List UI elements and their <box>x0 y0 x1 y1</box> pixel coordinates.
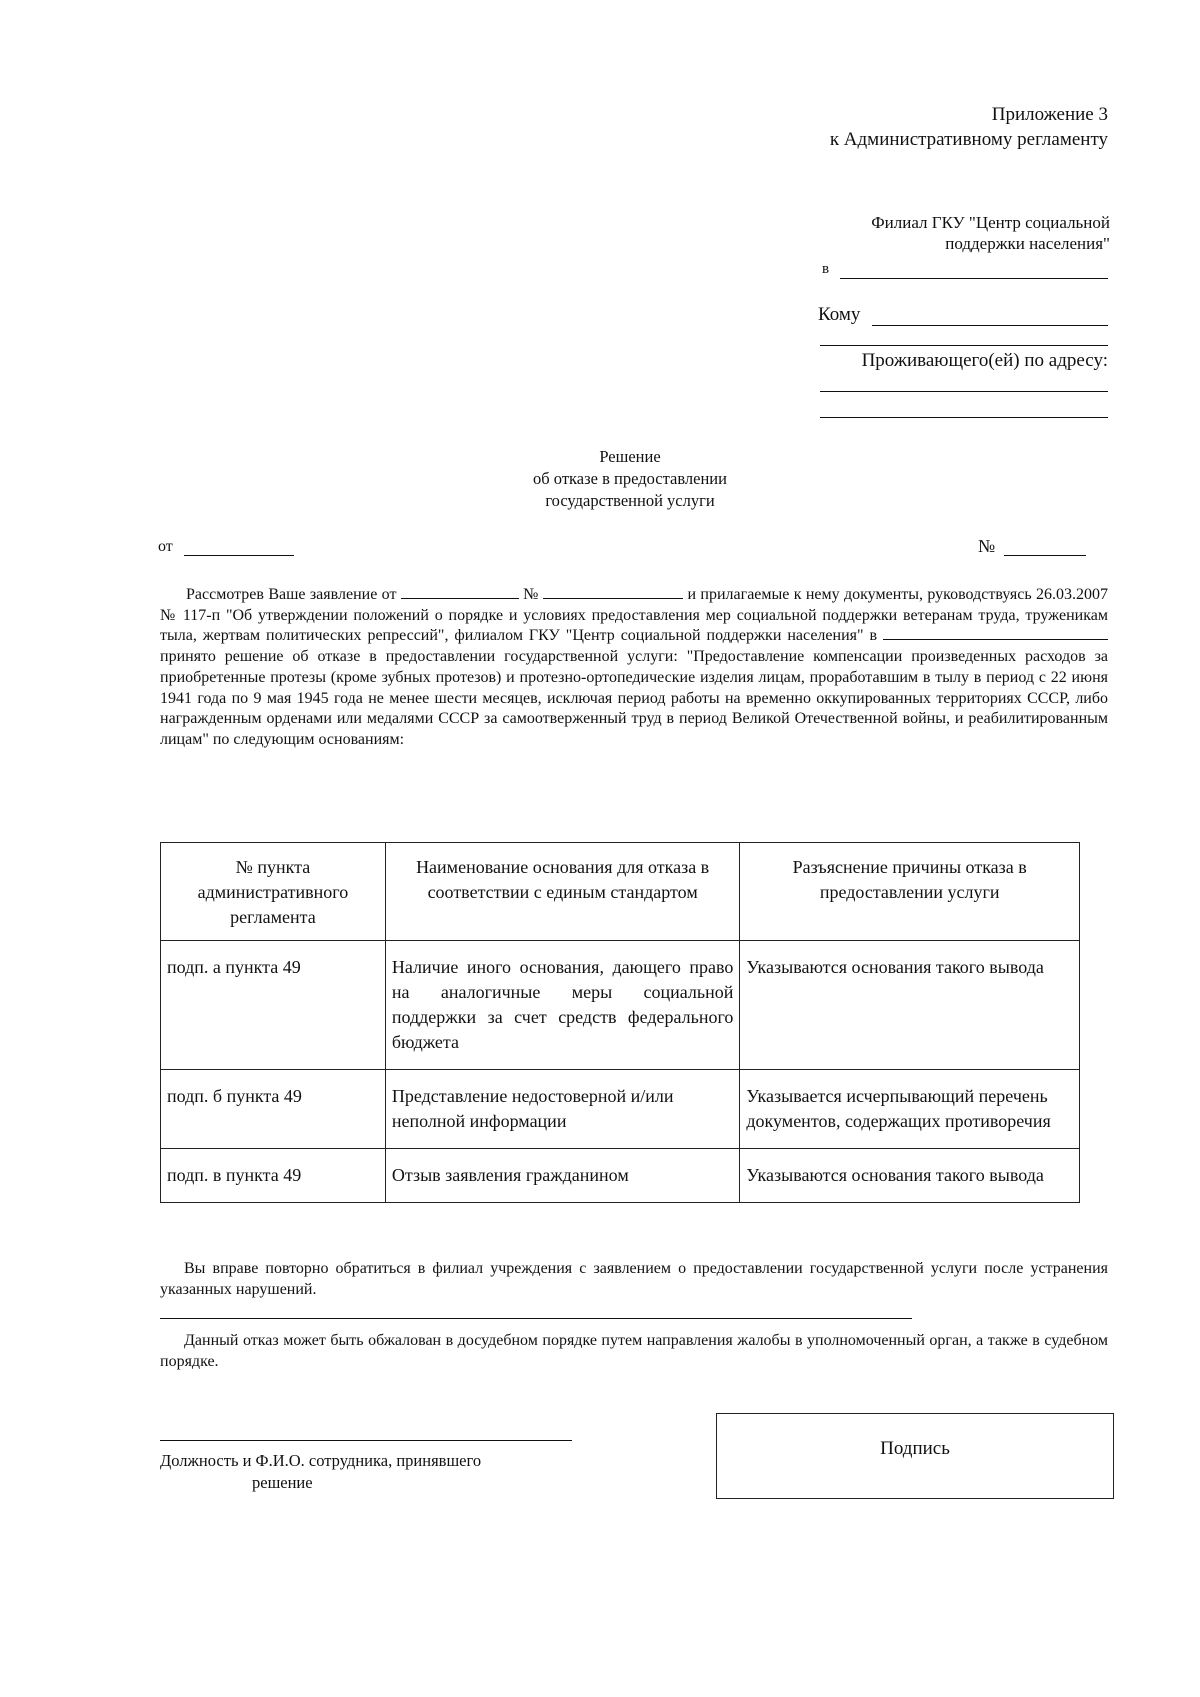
address-field-2[interactable] <box>820 417 1108 418</box>
number-label: № <box>978 536 996 556</box>
body-part-3: и прилагаемые к нему документы, руководствуясь 26.03.2007 № 117-п "Об утверждении положений о порядке и условиях предоставления мер социальной поддержки ветеранам труда, труженикам тыла, жертвам политических репрессий", филиалом ГКУ "Центр социальной поддержки населения" в <box>160 586 1109 645</box>
branch-line-2: поддержки населения" <box>945 234 1110 253</box>
annex-title: Приложение 3 <box>991 104 1108 125</box>
annex-subtitle: к Административному регламенту <box>829 129 1108 150</box>
decision-number-field[interactable] <box>1004 555 1086 556</box>
reasons-table <box>160 842 1080 1203</box>
recipient-field[interactable] <box>872 325 1108 326</box>
row-refusal-explanation: Указываются основания такого вывода <box>740 1149 1080 1203</box>
signature-label: Подпись <box>880 1438 950 1459</box>
signature-box[interactable] <box>716 1413 1114 1499</box>
address-field-1[interactable] <box>820 391 1108 392</box>
table-row <box>161 1149 1080 1203</box>
appeal-note: Данный отказ может быть обжалован в досудебном порядке путем направления жалобы в уполномоченный орган, а также в судебном порядке. <box>160 1332 1108 1370</box>
body-part-1: Рассмотрев Ваше заявление от <box>186 586 397 603</box>
row-refusal-explanation: Указывается исчерпывающий перечень документов, содержащих противоречия <box>740 1070 1080 1149</box>
officer-label-line-1: Должность и Ф.И.О. сотрудника, принявшего <box>160 1451 482 1470</box>
separator-line <box>160 1318 912 1319</box>
officer-position-label <box>160 1450 580 1494</box>
body-part-2: № <box>523 586 539 603</box>
branch-name <box>820 212 1110 254</box>
header-refusal-basis: Наименование основания для отказа в соответствии с единым стандартом <box>385 843 740 941</box>
branch-line-1: Филиал ГКУ "Центр социальной <box>871 213 1110 232</box>
body-part-4: принято решение об отказе в предоставлении государственной услуги: "Предоставление компенсации произведенных расходов за приобретенные протезы (кроме зубных протезов) и протезно-ортопедические изделия лицам, проработавшим в тылу в период с 22 июня 1941 года по 9 мая 1945 года не менее шести месяцев, исключая период работы на временно оккупированных территориях СССР, либо награжденным орденами или медалями СССР за самоотверженный труд в период Великой Отечественной войны, и реабилитированным лицам" по следующим основаниям: <box>160 648 1108 748</box>
officer-name-field[interactable] <box>160 1440 572 1441</box>
officer-label-line-2: решение <box>252 1473 313 1492</box>
row-refusal-basis: Наличие иного основания, дающего право на аналогичные меры социальной поддержки за счет средств федерального бюджета <box>385 941 740 1070</box>
application-date-field[interactable] <box>401 585 519 599</box>
decision-title <box>400 446 860 512</box>
row-refusal-basis: Отзыв заявления гражданином <box>385 1149 740 1203</box>
title-line-2: об отказе в предоставлении <box>533 469 727 488</box>
recipient-field-2[interactable] <box>820 345 1108 346</box>
branch-location-field[interactable] <box>883 626 1108 640</box>
row-refusal-basis: Представление недостоверной и/или неполной информации <box>385 1070 740 1149</box>
row-regulation-item: подп. б пункта 49 <box>161 1070 386 1149</box>
reapply-note: Вы вправе повторно обратиться в филиал учреждения с заявлением о предоставлении государственной услуги после устранения указанных нарушений. <box>160 1260 1108 1298</box>
header-refusal-explanation: Разъяснение причины отказа в предоставлении услуги <box>740 843 1080 941</box>
residing-label: Проживающего(ей) по адресу: <box>861 350 1108 371</box>
to-label: Кому <box>818 304 861 325</box>
in-label: в <box>822 261 830 277</box>
table-row <box>161 941 1080 1070</box>
title-line-1: Решение <box>599 447 661 466</box>
row-refusal-explanation: Указываются основания такого вывода <box>740 941 1080 1070</box>
header-regulation-item: № пункта административного регламента <box>161 843 386 941</box>
row-regulation-item: подп. в пункта 49 <box>161 1149 386 1203</box>
row-regulation-item: подп. а пункта 49 <box>161 941 386 1070</box>
annex-header <box>830 102 1108 152</box>
decision-date-field[interactable] <box>184 555 294 556</box>
table-row <box>161 1070 1080 1149</box>
from-label: от <box>158 538 173 555</box>
application-number-field[interactable] <box>543 585 683 599</box>
decision-body <box>160 585 1108 751</box>
table-header-row <box>161 843 1080 941</box>
branch-city-field[interactable] <box>840 278 1108 279</box>
title-line-3: государственной услуги <box>545 491 715 510</box>
